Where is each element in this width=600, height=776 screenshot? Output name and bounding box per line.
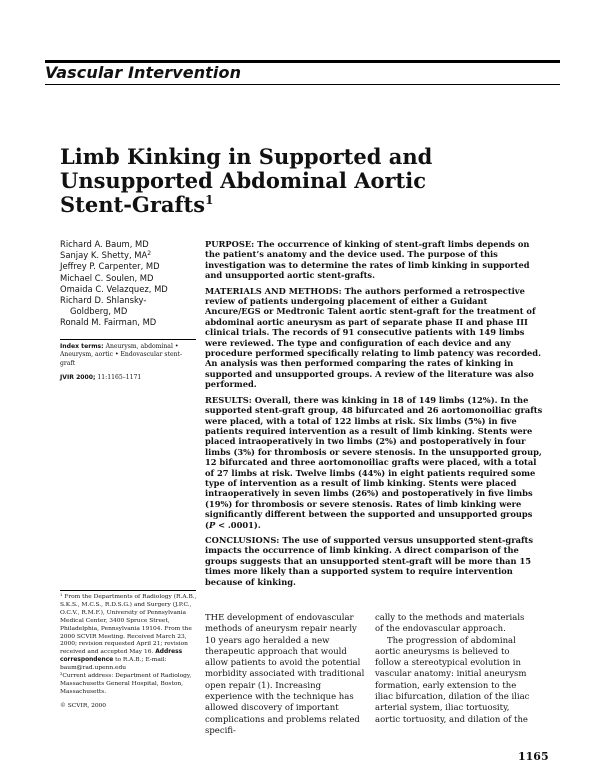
author: Michael C. Soulen, MD — [60, 272, 154, 283]
body-column-2 — [375, 613, 535, 726]
footnotes — [60, 594, 197, 711]
abstract-purpose: PURPOSE: The occurrence of kinking of stent-graft limbs depends on the patient’s anatomy and the device used. The purpose of this investigation was to determine the rates of limb kinking in supported and unsupported aortic stent-grafts. — [205, 239, 530, 281]
abstract-methods: MATERIALS AND METHODS: The authors performed a retrospective review of patients undergoing placement of either a Guidant Ancure/EGS or Medtronic Talent aortic stent-graft for the treatment of abdominal aortic aneurysm as part of separate phase II and phase III clinical trials. The records of 91 consecutive patients with 149 limbs were reviewed. The type and configuration of each device and any procedure performed specifically relating to limb patency was recorded. An analysis was then performed comparing the rates of kinking in supported and unsupported groups. A review of the literature was also performed. — [205, 285, 541, 390]
author: Omaida C. Velazquez, MD — [60, 283, 168, 294]
author: Sanjay K. Shetty, $MA^2$ — [60, 250, 152, 261]
index-terms — [60, 343, 196, 368]
title-footnote-marker: 1 — [205, 193, 214, 207]
journal-name: JVIR 2000; — [60, 374, 96, 381]
body-paragraph: THE development of endovascular methods of aneurysm repair nearly 10 years ago heralded a new therapeutic approach that would allow patients to avoid the potential morbidity associated with traditional open repair (1). Increasing experience with the technique has allowed discovery of important complications and problems related specifi- — [205, 613, 365, 736]
footnote-affiliation: ¹ From the Departments of Radiology (R.A.B., S.K.S., M.C.S., R.D.S.G.) and Surgery (J.P.C., O.C.V., R.M.F.), University of Pennsylvania Medical Center, 3400 Spruce Street, Philadelphia, Pennsylvania 19104. From the 2000 SCVIR Meeting. Received March 23, 2000; revision requested April 21; revision received and accepted May 16. Address correspondence to R.A.B.; E-mail: baum@rad.upenn.edu — [60, 594, 197, 672]
page-number: 1165 — [518, 750, 549, 763]
author-list — [60, 239, 200, 329]
body-column-1 — [205, 613, 365, 737]
index-terms-label: Index terms: — [60, 343, 104, 350]
author: Richard D. Shlansky- — [60, 295, 147, 306]
footnote-current-address: ²Current address: Department of Radiology, Massachusetts General Hospital, Boston, Massachusetts. — [60, 673, 192, 695]
footnote-rule — [60, 590, 196, 591]
body-paragraph: The progression of abdominal aortic aneurysms is believed to follow a stereotypical evolution in vascular anatomy: initial aneurysm formation, early extension to the iliac bifurcation, dilation of the iliac arterial system, iliac tortuosity, aortic tortuosity, and dilation of the — [375, 635, 530, 725]
author: Ronald M. Fairman, MD — [60, 317, 157, 328]
journal-pages: 11:1165–1171 — [97, 374, 142, 381]
header-rule-bottom — [45, 84, 560, 85]
copyright: © SCVIR, 2000 — [60, 702, 107, 709]
index-terms-rule — [60, 339, 196, 340]
section-heading: Vascular Intervention — [45, 63, 242, 82]
author: Jeffrey P. Carpenter, MD — [60, 261, 160, 272]
abstract-conclusions: CONCLUSIONS: The use of supported versus unsupported stent-grafts impacts the occurrence of limb kinking. A direct comparison of the groups suggests that an unsupported stent-graft will be more than 15 times more likely than a supported system to require intervention because of kinking. — [205, 534, 534, 587]
journal-citation — [60, 374, 141, 381]
article-title-text: Limb Kinking in Supported and Unsupported Abdominal Aortic Stent-Grafts — [60, 144, 433, 217]
body-paragraph: cally to the methods and materials of the endovascular approach. — [375, 613, 525, 635]
index-terms-text: Aneurysm, abdominal • Aneurysm, aortic • Endovascular stent-graft — [60, 343, 183, 367]
article-title — [60, 145, 480, 217]
author: Goldberg, MD — [70, 306, 128, 317]
abstract-results: RESULTS: Overall, there was kinking in 18 of 149 limbs (12%). In the supported stent-graft group, 48 bifurcated and 26 aortomonoiliac grafts were placed, with a total of 122 limbs at risk. Six limbs (5%) in five patients required intervention as a result of limb kinking. Stents were placed intraoperatively in two limbs (2%) and postoperatively in four limbs (3%) for thrombosis or severe stenosis. In the unsupported group, 12 bifurcated and three aortomonoiliac grafts were placed, with a total of 27 limbs at risk. Twelve limbs (44%) in eight patients required some type of intervention as a result of limb kinking. Stents were placed intraoperatively in seven limbs (26%) and postoperatively in five limbs (19%) for thrombosis or severe stenosis. Rates of limb kinking were significantly different between the supported and unsupported groups (P < .0001). — [205, 394, 543, 530]
abstract — [205, 239, 545, 592]
author: Richard A. Baum, MD — [60, 239, 149, 249]
